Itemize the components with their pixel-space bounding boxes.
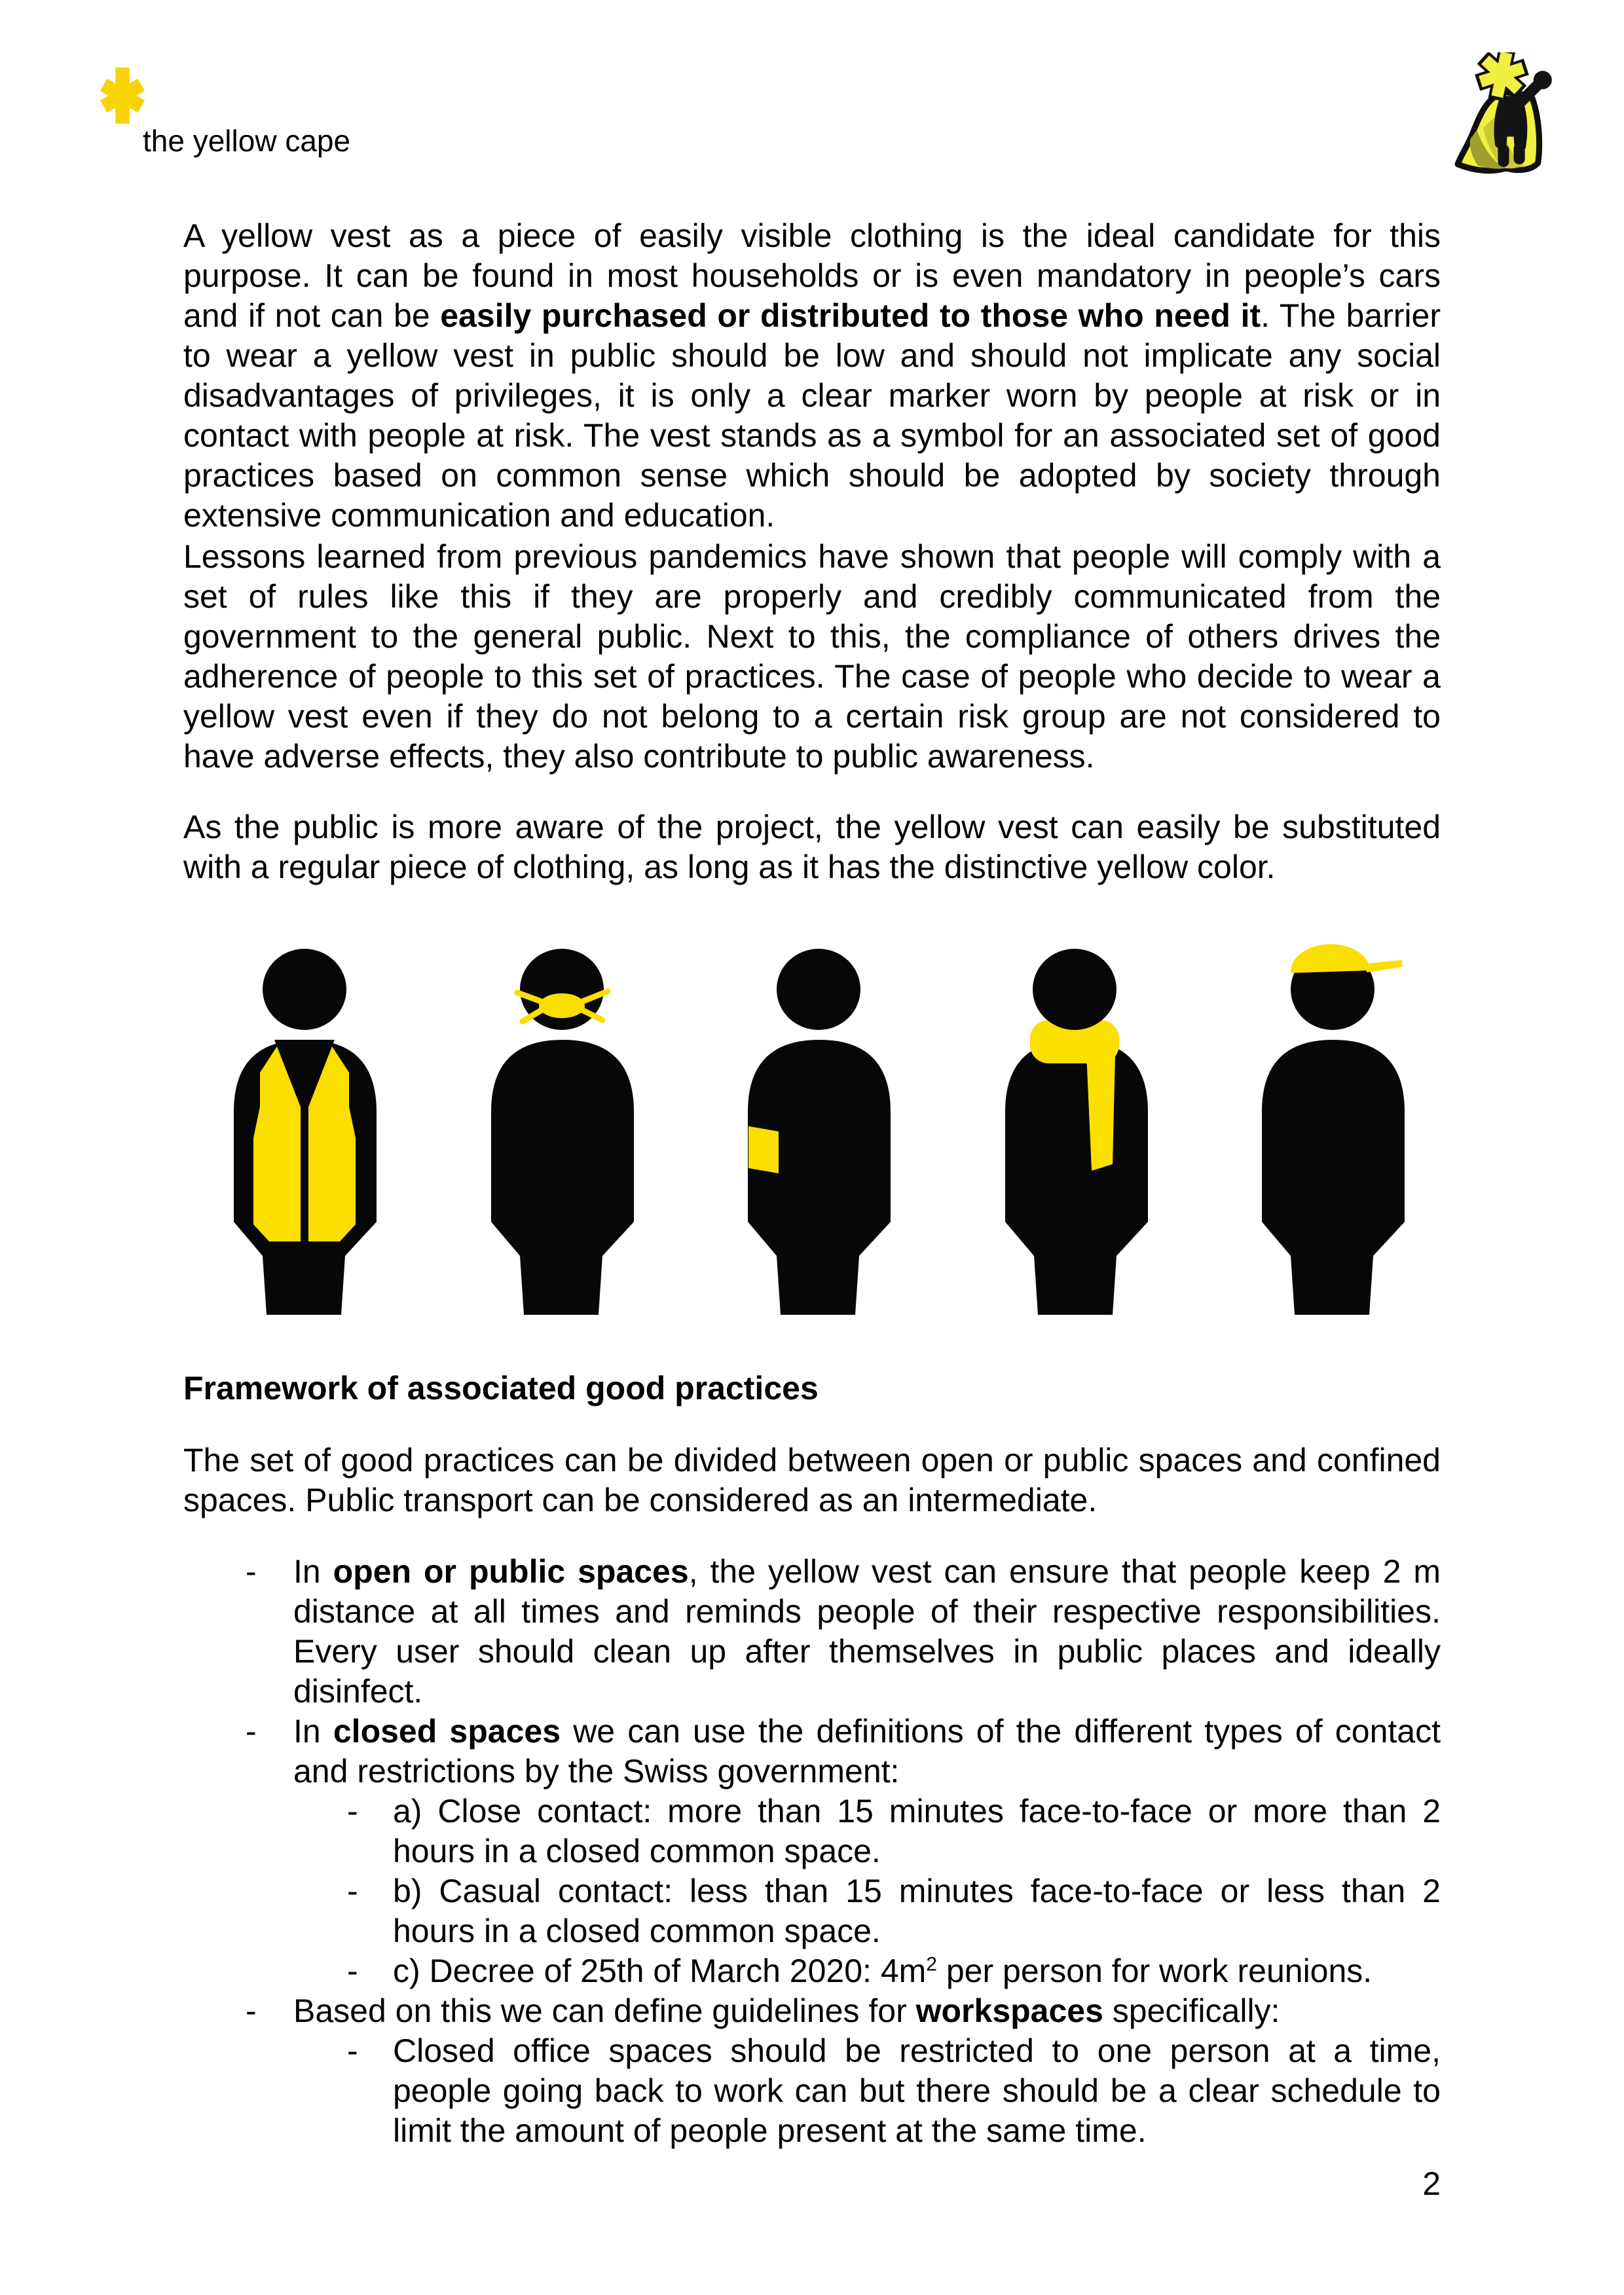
list-item-closed-spaces [183, 1712, 1441, 1791]
list-item-open-spaces [183, 1552, 1441, 1712]
paragraph-text: A yellow vest as a piece of easily visible clothing is the ideal candidate for this purpose. It can be found in most households or is even mandatory in people’s cars and if not can be [183, 217, 1441, 334]
list-item-closed-offices [183, 2031, 1441, 2151]
person-body [748, 1040, 891, 1315]
list-item-text: a) Close contact: more than 15 minutes face-to-face or more than 2 hours in a closed common space. [393, 1793, 1441, 1869]
list-item-text: , the yellow vest can ensure that people keep 2 m distance at all times and reminds people of their respective responsibilities. Every user should clean up after themselves in public places and ideally disinfect. [293, 1553, 1441, 1710]
person-yellow-scarf-icon [1004, 943, 1148, 1315]
armband-icon [748, 1126, 779, 1173]
list-item-workspaces [183, 1991, 1441, 2031]
list-item-text: per person for work reunions. [936, 1953, 1373, 1989]
list-item-bold-text: workspaces [915, 1992, 1103, 2029]
list-item-text: In [293, 1553, 333, 1590]
person-yellow-cap-icon [1261, 943, 1405, 1315]
hero-leg [1498, 145, 1509, 167]
page-number: 2 [1422, 2165, 1441, 2202]
pictogram-row [232, 943, 1405, 1315]
bullet-dash: - [347, 1793, 358, 1829]
cap-brim [1365, 960, 1402, 972]
hero-fist [1534, 71, 1552, 89]
paragraph-intro-vest [183, 216, 1441, 536]
bullet-dash: - [246, 1713, 257, 1750]
paragraph-lessons-learned: Lessons learned from previous pandemics have shown that people will comply with a set of rules like this if they are properly and credibly communicated from the government to the general public. Next to this, the compliance of others drives the adherence of people to this set of practices. The case of people who decide to wear a yellow vest even if they do not belong to a certain risk group are not considered to have adverse effects, they also contribute to public awareness. [183, 538, 1441, 775]
bullet-dash: - [347, 1873, 358, 1909]
list-item-bold-text: open or public spaces [333, 1553, 689, 1590]
list-item-text: specifically: [1103, 1992, 1280, 2029]
bullet-dash: - [347, 1953, 358, 1989]
person-yellow-vest-icon [232, 943, 377, 1315]
bullet-dash: - [246, 1992, 257, 2029]
bullet-dash: - [347, 2032, 358, 2069]
list-item-text: b) Casual contact: less than 15 minutes face-to-face or less than 2 hours in a closed common space. [393, 1873, 1441, 1949]
list-item-bold-text: closed spaces [333, 1713, 561, 1750]
list-item-decree [183, 1951, 1441, 1991]
list-item-text: In [293, 1713, 333, 1750]
paragraph-substitution: As the public is more aware of the project, the yellow vest can easily be substituted with a regular piece of clothing, as long as it has the distinctive yellow color. [183, 809, 1441, 885]
caped-hero-mascot-icon [1452, 52, 1562, 181]
hero-leg [1514, 143, 1525, 164]
brand-name: the yellow cape [143, 124, 351, 158]
list-item-text: Based on this we can define guidelines for [293, 1992, 916, 2029]
list-item-text: c) Decree of 25th of March 2020: 4m [393, 1953, 927, 1989]
list-item-text: we can use the definitions of the different types of contact and restrictions by the Swiss government: [293, 1713, 1441, 1790]
person-body [1262, 1040, 1405, 1315]
person-head [263, 949, 346, 1030]
superscript-text: 2 [926, 1953, 937, 1975]
person-yellow-armband-icon [747, 943, 891, 1315]
mask-icon [539, 993, 585, 1018]
paragraph-bold-text: easily purchased or distributed to those who need it [440, 297, 1261, 334]
list-item-casual-contact [183, 1871, 1441, 1951]
person-head [777, 949, 860, 1030]
paragraph-good-practices: The set of good practices can be divided between open or public spaces and confined spaces. Public transport can be considered as an intermediate. [183, 1442, 1441, 1518]
section-heading: Framework of associated good practices [183, 1370, 819, 1406]
list-item-close-contact [183, 1791, 1441, 1871]
cap-icon [1291, 944, 1371, 973]
list-item-text: Closed office spaces should be restricted to one person at a time, people going back to work can but there should be a clear schedule to limit the amount of people present at the same time. [393, 2032, 1441, 2149]
good-practices-list [183, 1552, 1441, 2151]
asterisk-icon [97, 67, 148, 124]
bullet-dash: - [246, 1553, 257, 1590]
person-yellow-mask-icon [490, 943, 634, 1315]
person-body [491, 1040, 634, 1315]
paragraph-text: . The barrier to wear a yellow vest in public should be low and should not implicate any social disadvantages of privileges, it is only a clear marker worn by people at risk or in contact with people at risk. The vest stands as a symbol for an associated set of good practices based on common sense which should be adopted by society through extensive communication and education. [183, 297, 1441, 534]
person-body [1005, 1040, 1148, 1315]
person-head [1033, 949, 1116, 1030]
